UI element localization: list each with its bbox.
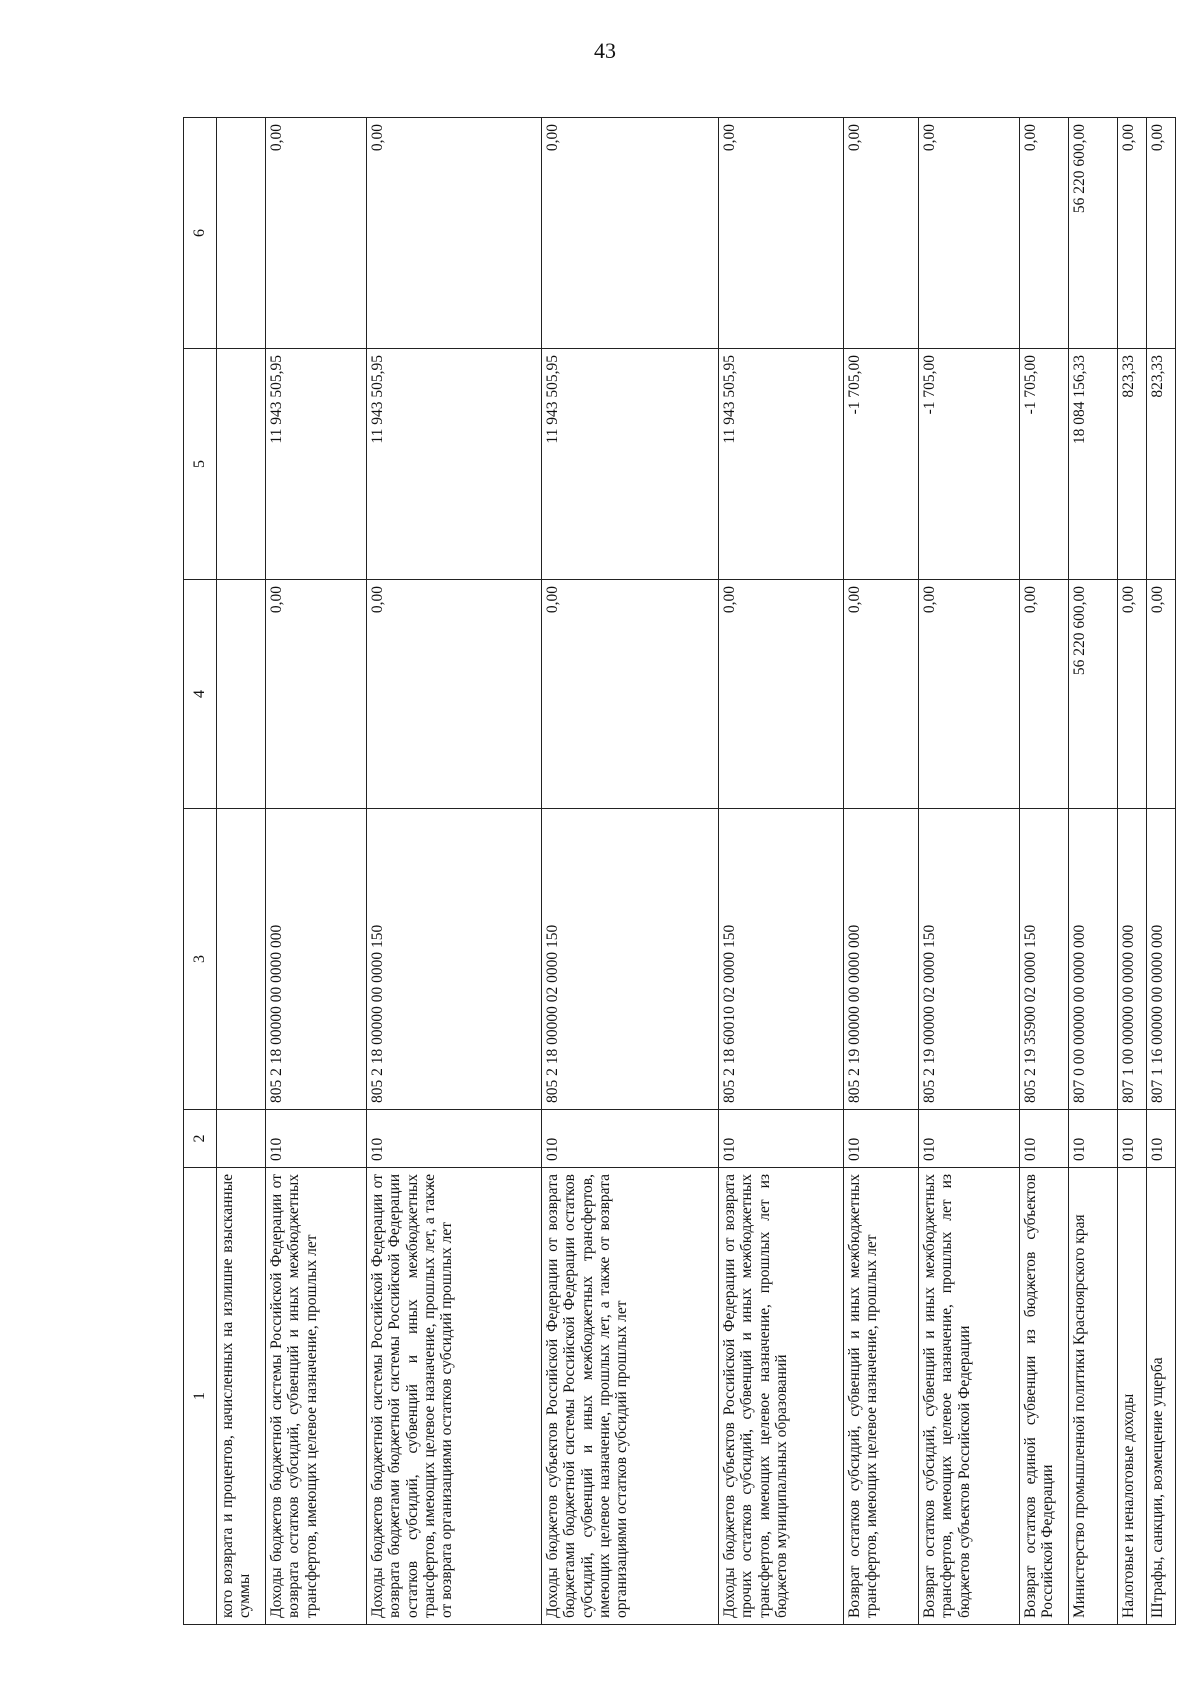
planned-amount-cell: 0,00 [542,580,719,809]
table-row [1020,118,1069,1625]
table-header-row [184,118,217,1625]
line-code-cell: 010 [1118,1110,1147,1168]
executed-amount-cell: 11 943 505,95 [719,349,844,580]
planned-amount-cell: 0,00 [367,580,542,809]
unexecuted-amount-cell: 56 220 600,00 [1069,118,1118,349]
unexecuted-amount-cell: 0,00 [1020,118,1069,349]
classification-code-cell: 805 2 18 00000 00 0000 000 [266,809,367,1110]
executed-amount-cell [217,349,266,580]
column-header-4: 4 [184,580,217,809]
classification-code-cell: 805 2 19 00000 02 0000 150 [919,809,1020,1110]
line-code-cell: 010 [266,1110,367,1168]
table-row [919,118,1020,1625]
income-name-cell: Возврат остатков субсидий, субвенций и иных межбюджетных трансфертов, имеющих целевое назначение, прошлых лет из бюджетов субъектов Российской Федерации [919,1168,1020,1625]
planned-amount-cell: 0,00 [844,580,919,809]
line-code-cell: 010 [1069,1110,1118,1168]
classification-code-cell: 805 2 19 00000 00 0000 000 [844,809,919,1110]
executed-amount-cell: 18 084 156,33 [1069,349,1118,580]
unexecuted-amount-cell: 0,00 [719,118,844,349]
executed-amount-cell: -1 705,00 [1020,349,1069,580]
planned-amount-cell [217,580,266,809]
classification-code-cell: 807 1 00 00000 00 0000 000 [1118,809,1147,1110]
income-name-cell: Штрафы, санкции, возмещение ущерба [1147,1168,1176,1625]
classification-code-cell: 805 2 18 00000 02 0000 150 [542,809,719,1110]
unexecuted-amount-cell: 0,00 [542,118,719,349]
line-code-cell: 010 [1147,1110,1176,1168]
unexecuted-amount-cell: 0,00 [919,118,1020,349]
classification-code-cell: 807 1 16 00000 00 0000 000 [1147,809,1176,1110]
income-report-table [183,117,1176,1625]
income-name-cell: Доходы бюджетов субъектов Российской Федерации от возврата бюджетами бюджетной системы Российской Федерации остатков субсидий, субвенций и иных межбюджетных трансфертов, имеющих целевое назначение, прошлых лет, а также от возврата организациями остатков субсидий прошлых лет [542,1168,719,1625]
income-name-cell: Министерство промышленной политики Красноярского края [1069,1168,1118,1625]
planned-amount-cell: 0,00 [919,580,1020,809]
line-code-cell: 010 [844,1110,919,1168]
classification-code-cell [217,809,266,1110]
table-row [266,118,367,1625]
unexecuted-amount-cell: 0,00 [367,118,542,349]
page-number: 43 [594,38,616,63]
table-row [844,118,919,1625]
line-code-cell: 010 [367,1110,542,1168]
line-code-cell: 010 [719,1110,844,1168]
table-row [1069,118,1118,1625]
unexecuted-amount-cell: 0,00 [266,118,367,349]
line-code-cell: 010 [1020,1110,1069,1168]
unexecuted-amount-cell [217,118,266,349]
column-header-5: 5 [184,349,217,580]
income-name-cell: кого возврата и процентов, начисленных на излишне взысканные суммы [217,1168,266,1625]
planned-amount-cell: 0,00 [719,580,844,809]
executed-amount-cell: 823,33 [1118,349,1147,580]
table-row [367,118,542,1625]
table-row [217,118,266,1625]
table-rotated-wrapper [183,118,1166,1625]
planned-amount-cell: 0,00 [1118,580,1147,809]
line-code-cell: 010 [919,1110,1020,1168]
table-row [542,118,719,1625]
planned-amount-cell: 56 220 600,00 [1069,580,1118,809]
line-code-cell [217,1110,266,1168]
income-name-cell: Налоговые и неналоговые доходы [1118,1168,1147,1625]
executed-amount-cell: 11 943 505,95 [266,349,367,580]
planned-amount-cell: 0,00 [1020,580,1069,809]
classification-code-cell: 807 0 00 00000 00 0000 000 [1069,809,1118,1110]
line-code-cell: 010 [542,1110,719,1168]
income-name-cell: Доходы бюджетов субъектов Российской Федерации от возврата прочих остатков субсидий, субвенций и иных межбюджетных трансфертов, имеющих целевое назначение, прошлых лет из бюджетов муниципальных образований [719,1168,844,1625]
executed-amount-cell: 11 943 505,95 [367,349,542,580]
column-header-6: 6 [184,118,217,349]
planned-amount-cell: 0,00 [266,580,367,809]
unexecuted-amount-cell: 0,00 [1118,118,1147,349]
income-name-cell: Возврат остатков субсидий, субвенций и иных межбюджетных трансфертов, имеющих целевое назначение, прошлых лет [844,1168,919,1625]
column-header-2: 2 [184,1110,217,1168]
classification-code-cell: 805 2 18 60010 02 0000 150 [719,809,844,1110]
income-name-cell: Возврат остатков единой субвенции из бюджетов субъектов Российской Федерации [1020,1168,1069,1625]
column-header-3: 3 [184,809,217,1110]
table-rotated-content [183,118,1166,1625]
column-header-1: 1 [184,1168,217,1625]
income-name-cell: Доходы бюджетов бюджетной системы Российской Федерации от возврата бюджетами бюджетной системы Российской Федерации остатков субсидий, субвенций и иных межбюджетных трансфертов, имеющих целевое назначение, прошлых лет, а также от возврата организациями остатков субсидий прошлых лет [367,1168,542,1625]
executed-amount-cell: -1 705,00 [844,349,919,580]
classification-code-cell: 805 2 18 00000 00 0000 150 [367,809,542,1110]
unexecuted-amount-cell: 0,00 [844,118,919,349]
classification-code-cell: 805 2 19 35900 02 0000 150 [1020,809,1069,1110]
table-row [1118,118,1147,1625]
executed-amount-cell: -1 705,00 [919,349,1020,580]
planned-amount-cell: 0,00 [1147,580,1176,809]
unexecuted-amount-cell: 0,00 [1147,118,1176,349]
executed-amount-cell: 823,33 [1147,349,1176,580]
executed-amount-cell: 11 943 505,95 [542,349,719,580]
table-row [1147,118,1176,1625]
income-name-cell: Доходы бюджетов бюджетной системы Российской Федерации от возврата остатков субсидий, субвенций и иных межбюджетных трансфертов, имеющих целевое назначение, прошлых лет [266,1168,367,1625]
table-row [719,118,844,1625]
